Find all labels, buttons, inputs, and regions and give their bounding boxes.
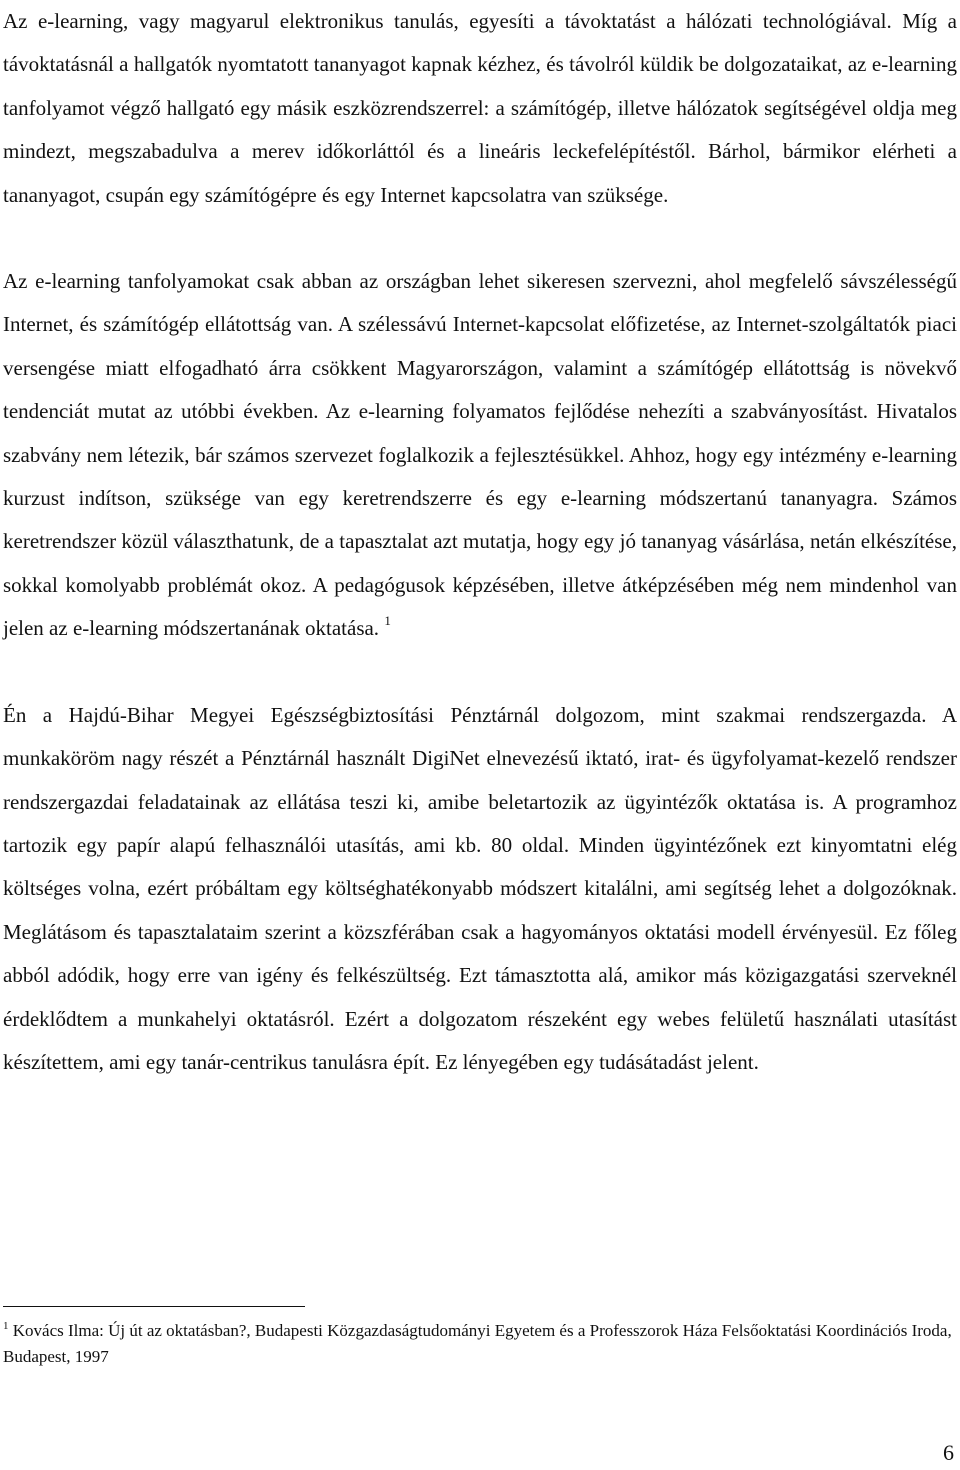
document-page [3,0,957,1084]
footnote [3,1318,957,1370]
paragraph-text: Én a Hajdú-Bihar Megyei Egészségbiztosítási Pénztárnál dolgozom, mint szakmai rendszergazda. A munkaköröm nagy részét a Pénztárnál használt DigiNet elnevezésű iktató, irat- és ügyfolyamat-kezelő rendszer rendszergazdai feladatainak az ellátása teszi ki, amibe beletartozik az ügyintézők oktatása is. A programhoz tartozik egy papír alapú felhasználói utasítás, ami kb. 80 oldal. Minden ügyintézőnek ezt kinyomtatni elég költséges volna, ezért próbáltam egy költséghatékonyabb módszert kitalálni, ami segítség lehet a dolgozóknak. Meglátásom és tapasztalataim szerint a közszférában csak a hagyományos oktatási modell érvényesül. Ez főleg abból adódik, hogy erre van igény és felkészültség. Ezt támasztotta alá, amikor más közigazgatási szerveknél érdeklődtem a munkahelyi oktatásról. Ezért a dolgozatom részeként egy webes felületű használati utasítást készítettem, ami egy tanár-centrikus tanulásra épít. Ez lényegében egy tudásátadást jelent. [3,702,957,1074]
footnote-reference[interactable]: 1 [384,613,391,629]
paragraph-personal-context [3,694,957,1085]
paragraph-text: Az e-learning tanfolyamokat csak abban az országban lehet sikeresen szervezni, ahol megfelelő sávszélességű Internet, és számítógép ellátottság van. A szélessávú Internet-kapcsolat előfizetése, az Internet-szolgáltatók piaci versengése miatt elfogadható árra csökkent Magyarországon, valamint a számítógép ellátottság is növekvő tendenciát mutat az utóbbi években. Az e-learning folyamatos fejlődése nehezíti a szabványosítást. Hivatalos szabvány nem létezik, bár számos szervezet foglalkozik a fejlesztésükkel. Ahhoz, hogy egy intézmény e-learning kurzust indítson, szüksége van egy keretrendszerre és egy e-learning módszertanú tananyagra. Számos keretrendszer közül választhatunk, de a tapasztalat azt mutatja, hogy egy jó tananyag vásárlása, netán elkészítése, sokkal komolyabb problémát okoz. A pedagógusok képzésében, illetve átképzésében még nem mindenhol van jelen az e-learning módszertanának oktatása. [3,269,957,641]
footnote-separator [3,1306,305,1307]
page-number: 6 [943,1440,954,1465]
footnote-number: 1 [3,1320,9,1332]
paragraph-elearning-intro [3,0,957,217]
paragraph-text: Az e-learning, vagy magyarul elektronikus tanulás, egyesíti a távoktatást a hálózati technológiával. Míg a távoktatásnál a hallgatók nyomtatott tananyagot kapnak kézhez, és távolról küldik be dolgozataikat, az e-learning tanfolyamot végző hallgató egy másik eszközrendszerrel: a számítógép, illetve hálózatok segítségével oldja meg mindezt, megszabadulva a merev időkorláttól és a lineáris leckefelépítéstől. Bárhol, bármikor elérheti a tananyagot, csupán egy számítógépre és egy Internet kapcsolatra van szüksége. [3,9,957,207]
paragraph-elearning-conditions [3,260,957,651]
footnote-text: Kovács Ilma: Új út az oktatásban?, Budapesti Közgazdaságtudományi Egyetem és a Professzorok Háza Felsőoktatási Koordinációs Iroda, Budapest, 1997 [3,1321,952,1366]
